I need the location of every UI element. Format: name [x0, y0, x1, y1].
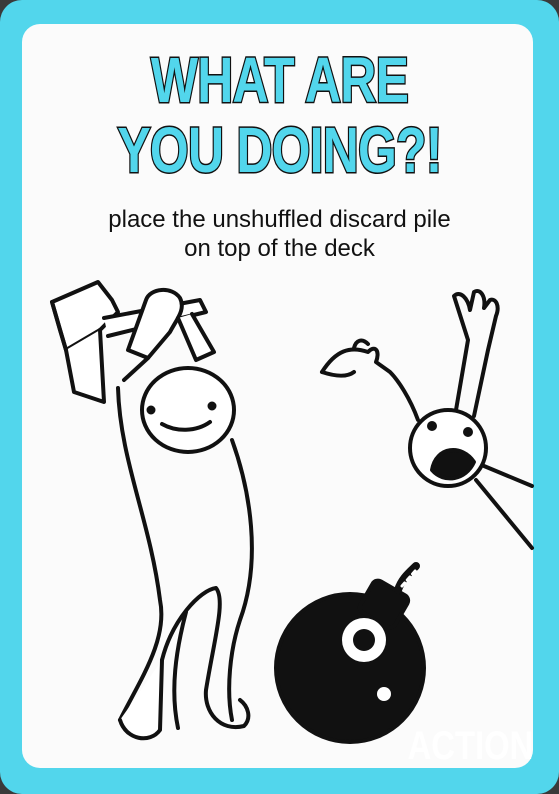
card-title-line-2: YOU DOING?!	[117, 114, 442, 186]
description-line-2: on top of the deck	[184, 235, 375, 262]
card-type-label: ACTION	[407, 724, 533, 768]
bomb-icon	[276, 566, 424, 742]
smiling-figure	[118, 290, 252, 738]
screaming-figure	[322, 291, 532, 548]
card-description	[0, 205, 559, 263]
card-title-line-1: WHAT ARE	[150, 44, 409, 116]
description-line-1: place the unshuffled discard pile	[108, 206, 451, 233]
